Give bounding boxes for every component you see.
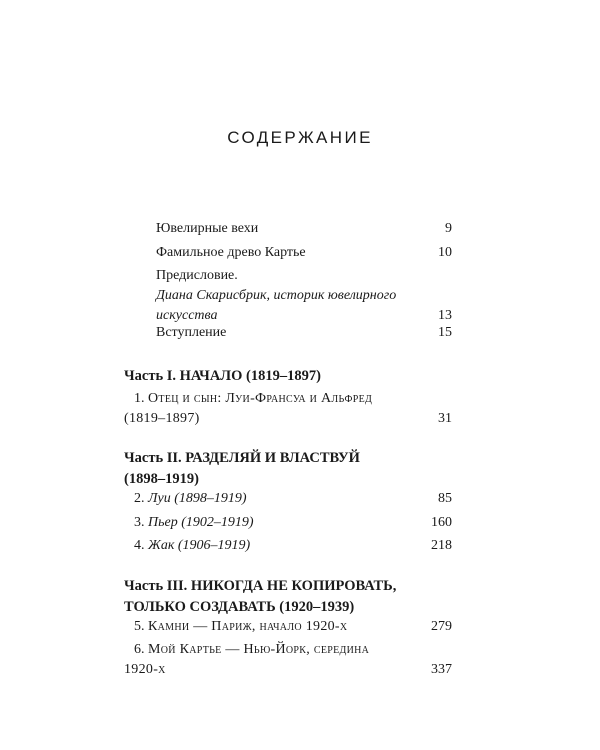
- chapter-number: 6.: [134, 642, 145, 657]
- chapter-title: Жак (1906–1919): [148, 538, 251, 553]
- chapter-number: 4.: [134, 538, 145, 553]
- chapter-title: Мой Картье — Нью-Йорк, середина: [148, 642, 370, 657]
- chapter-title: Камни — Париж, начало 1920-х: [148, 619, 348, 634]
- toc-entry-subtitle: искусства: [156, 308, 218, 323]
- toc-chapter-6[interactable]: [124, 640, 452, 680]
- toc-chapter-3[interactable]: [124, 513, 452, 533]
- page-title: СОДЕРЖАНИЕ: [227, 128, 373, 147]
- toc-entry-label: Ювелирные вехи: [156, 221, 259, 236]
- toc-chapter-4[interactable]: [124, 536, 452, 556]
- part-heading-text: Часть II. РАЗДЕЛЯЙ И ВЛАСТВУЙ: [124, 450, 360, 466]
- chapter-title: (1819–1897): [124, 411, 200, 426]
- toc-entry-foreword[interactable]: [156, 266, 452, 326]
- chapter-title: Луи (1898–1919): [148, 491, 247, 506]
- toc-chapter-5[interactable]: [124, 617, 452, 637]
- part-heading-2[interactable]: [124, 448, 454, 490]
- toc-entry-page: 13: [438, 308, 452, 323]
- chapter-title: Пьер (1902–1919): [148, 515, 254, 530]
- toc-entry-introduction[interactable]: [156, 323, 452, 343]
- toc-entry-page: 9: [445, 221, 452, 236]
- toc-entry-page: 15: [438, 325, 452, 340]
- part-heading-text: Часть I. НАЧАЛО (1819–1897): [124, 368, 321, 384]
- chapter-number: 3.: [134, 515, 145, 530]
- part-heading-1[interactable]: [124, 366, 454, 387]
- toc-entry-family-tree[interactable]: [156, 243, 452, 263]
- toc-chapter-2[interactable]: [124, 489, 452, 509]
- toc-entry-page: 10: [438, 245, 452, 260]
- toc-entry-page: 160: [431, 515, 452, 530]
- chapter-number: 2.: [134, 491, 145, 506]
- toc-entry-page: 218: [431, 538, 452, 553]
- chapter-title: Отец и сын: Луи-Франсуа и Альфред: [148, 391, 373, 406]
- toc-entry-label: Предисловие.: [156, 268, 238, 283]
- toc-entry-page: 85: [438, 491, 452, 506]
- chapter-number: 1.: [134, 391, 145, 406]
- toc-entry-label: Фамильное древо Картье: [156, 245, 306, 260]
- toc-entry-jewelry-milestones[interactable]: [156, 219, 452, 239]
- toc-entry-subtitle: Диана Скарисбрик, историк ювелирного: [156, 288, 397, 303]
- part-heading-3[interactable]: [124, 576, 454, 618]
- part-heading-text: ТОЛЬКО СОЗДАВАТЬ (1920–1939): [124, 599, 355, 615]
- part-heading-text: (1898–1919): [124, 471, 199, 487]
- toc-entry-label: Вступление: [156, 325, 227, 340]
- chapter-number: 5.: [134, 619, 145, 634]
- toc-entry-page: 279: [431, 619, 452, 634]
- toc-entry-page: 337: [431, 662, 452, 677]
- part-heading-text: Часть III. НИКОГДА НЕ КОПИРОВАТЬ,: [124, 578, 397, 594]
- chapter-title: 1920-х: [124, 662, 166, 677]
- toc-entry-page: 31: [438, 411, 452, 426]
- toc-chapter-1[interactable]: [124, 389, 452, 429]
